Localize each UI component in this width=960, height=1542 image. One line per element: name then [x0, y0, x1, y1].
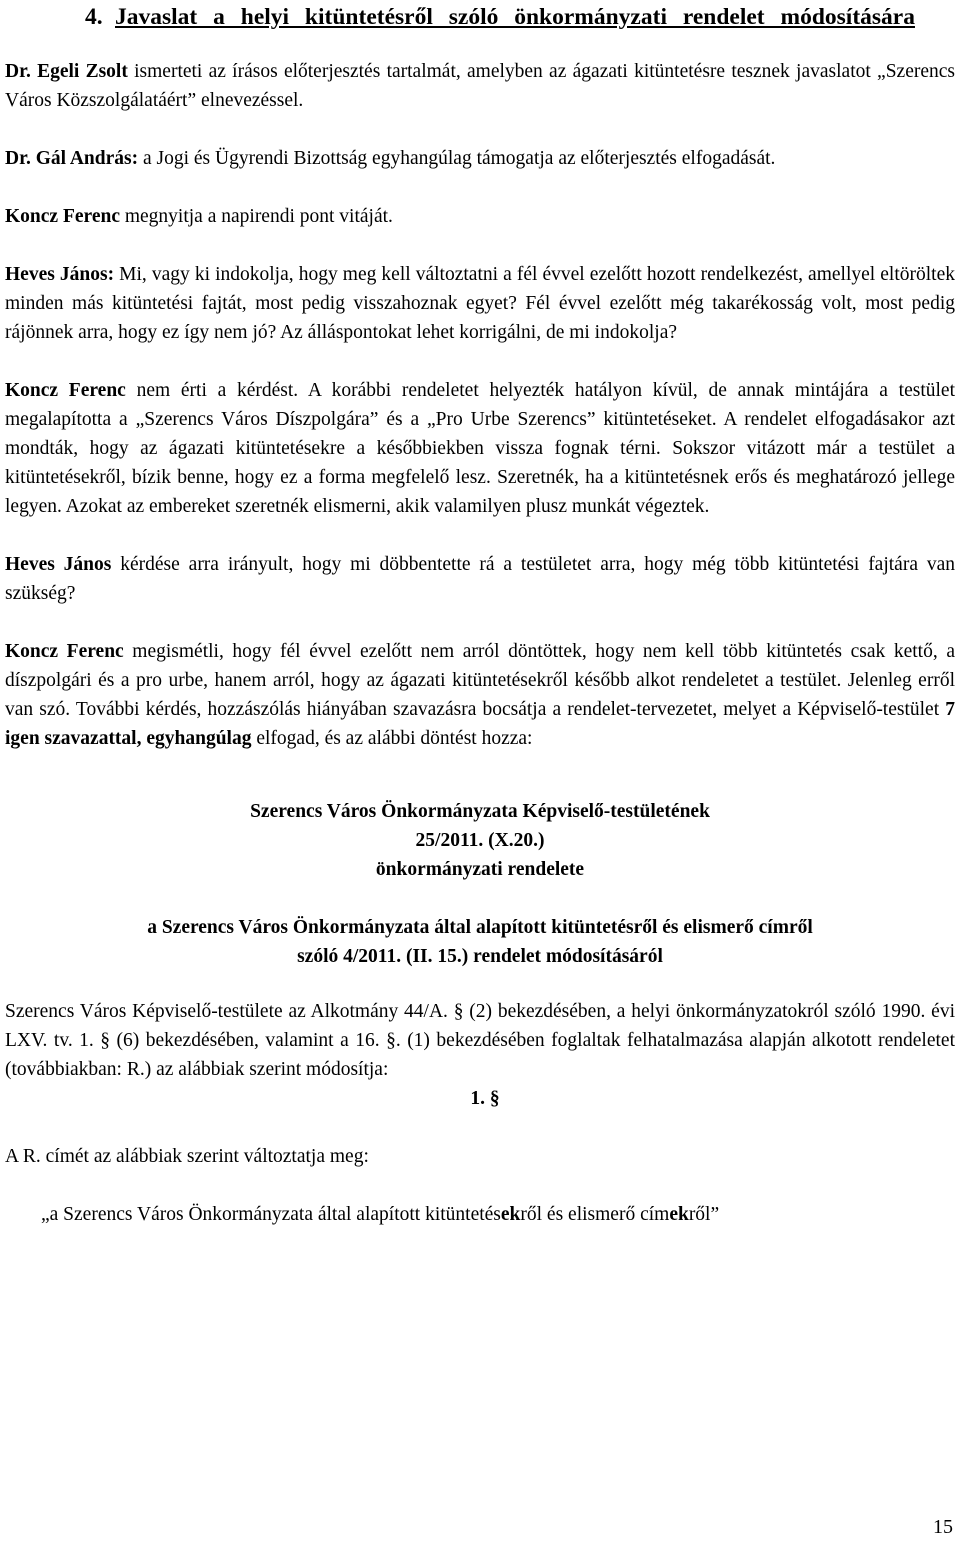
page-number: 15	[933, 1516, 953, 1538]
paragraph-tail: elfogad, és az alábbi döntést hozza:	[251, 728, 533, 749]
paragraph-heves-followup	[5, 550, 955, 608]
quote-bold1: ek	[500, 1204, 521, 1225]
speaker-name: Dr. Egeli Zsolt	[5, 61, 128, 82]
decree-subtitle-line1: a Szerencs Város Önkormányzata által alapított kitüntetésről és elismerő címről	[147, 917, 813, 938]
paragraph-text: ismerteti az írásos előterjesztés tartalmát, amelyben az ágazati kitüntetésre tesznek javaslatot „Szerencs Város Közszolgálatáért” elnevezéssel.	[5, 61, 956, 111]
paragraph-koncz-vote	[5, 637, 955, 753]
document-page	[5, 0, 955, 1229]
preamble: Szerencs Város Képviselő-testülete az Alkotmány 44/A. § (2) bekezdésében, a helyi önkormányzatokról szóló 1990. évi LXV. tv. 1. § (6) bekezdésében, valamint a 16. §. (1) bekezdésében foglaltak felhatalmazása alapján alkotott rendeletet (továbbiakban: R.) az alábbiak szerint módosítja:	[5, 1001, 955, 1080]
change-intro: A R. címét az alábbiak szerint változtatja meg:	[5, 1146, 369, 1167]
speaker-name: Heves János	[5, 554, 112, 575]
paragraph-koncz-opens	[5, 202, 955, 231]
quote-part3: ről”	[688, 1204, 720, 1225]
vote-result: 7 igen szavazattal, egyhangúlag	[5, 699, 955, 749]
quote-part1: „a Szerencs Város Önkormányzata által alapított kitüntetés	[41, 1204, 501, 1225]
decree-title-line1: Szerencs Város Önkormányzata Képviselő-testületének	[250, 801, 710, 822]
paragraph-egeli	[5, 57, 955, 115]
paragraph-text: megismétli, hogy fél évvel ezelőtt nem arról döntöttek, hogy nem kell több kitüntetés csak kettő, a díszpolgári és a pro urbe, hanem arról, hogy az ágazati kitüntetésekről később alkot rendeletet a testület. Jelenleg erről van szó. További kérdés, hozzászólás hiányában szavazásra bocsátja a rendelet-tervezetet, melyet a Képviselő-testület	[5, 641, 955, 720]
speaker-name: Koncz Ferenc	[5, 641, 124, 662]
agenda-heading	[5, 0, 955, 33]
decree-subtitle-line2: szóló 4/2011. (II. 15.) rendelet módosításáról	[297, 946, 663, 967]
agenda-number: 4.	[85, 4, 103, 30]
paragraph-gal	[5, 144, 955, 173]
section-number: 1. §	[470, 1088, 500, 1109]
paragraph-text: kérdése arra irányult, hogy mi döbbentette rá a testületet arra, hogy még több kitüntetési fajtára van szükség?	[5, 554, 956, 604]
speaker-name: Koncz Ferenc	[5, 380, 126, 401]
paragraph-text: Mi, vagy ki indokolja, hogy meg kell változtatni a fél évvel ezelőtt hozott rendelkezést, amellyel eltöröltek minden más kitüntetési fajtát, most pedig visszahoznak egyet? Fél évvel ezelőtt még takarékosság volt, most pedig rájönnek arra, hogy ez így nem jó? Az álláspontokat lehet korrigálni, de mi indokolja?	[5, 264, 955, 343]
paragraph-text: a Jogi és Ügyrendi Bizottság egyhangúlag támogatja az előterjesztés elfogadását.	[138, 148, 776, 169]
quoted-new-title	[5, 1200, 955, 1229]
agenda-title: Javaslat a helyi kitüntetésről szóló önkormányzati rendelet módosítására	[115, 4, 915, 30]
quote-bold2: ek	[669, 1204, 689, 1225]
decree-number: 25/2011. (X.20.)	[415, 830, 545, 851]
speaker-name: Dr. Gál András:	[5, 148, 139, 169]
paragraph-heves-question	[5, 260, 955, 347]
paragraph-text: megnyitja a napirendi pont vitáját.	[119, 206, 393, 227]
paragraph-koncz-answer	[5, 376, 955, 521]
quote-part2: ről és elismerő cím	[520, 1204, 670, 1225]
decree-title-line3: önkormányzati rendelete	[375, 859, 585, 880]
paragraph-text: nem érti a kérdést. A korábbi rendeletet helyezték hatályon kívül, de annak mintájára a testület megalapította a „Szerencs Város Díszpolgára” és a „Pro Urbe Szerencs” kitüntetéseket. A rendelet elfogadásakor azt mondták, hogy az ágazati kitüntetésekre a későbbiekben vissza fognak térni. Sokszor vitázott már a testület a kitüntetésekről, bízik benne, hogy ez a forma megfelelő lesz. Szeretnék, ha a kitüntetésnek erős és meghatározó jellege legyen. Azokat az embereket szeretnék elismerni, akik valamilyen plusz munkát végeztek.	[5, 380, 955, 517]
speaker-name: Koncz Ferenc	[5, 206, 120, 227]
speaker-name: Heves János:	[5, 264, 115, 285]
